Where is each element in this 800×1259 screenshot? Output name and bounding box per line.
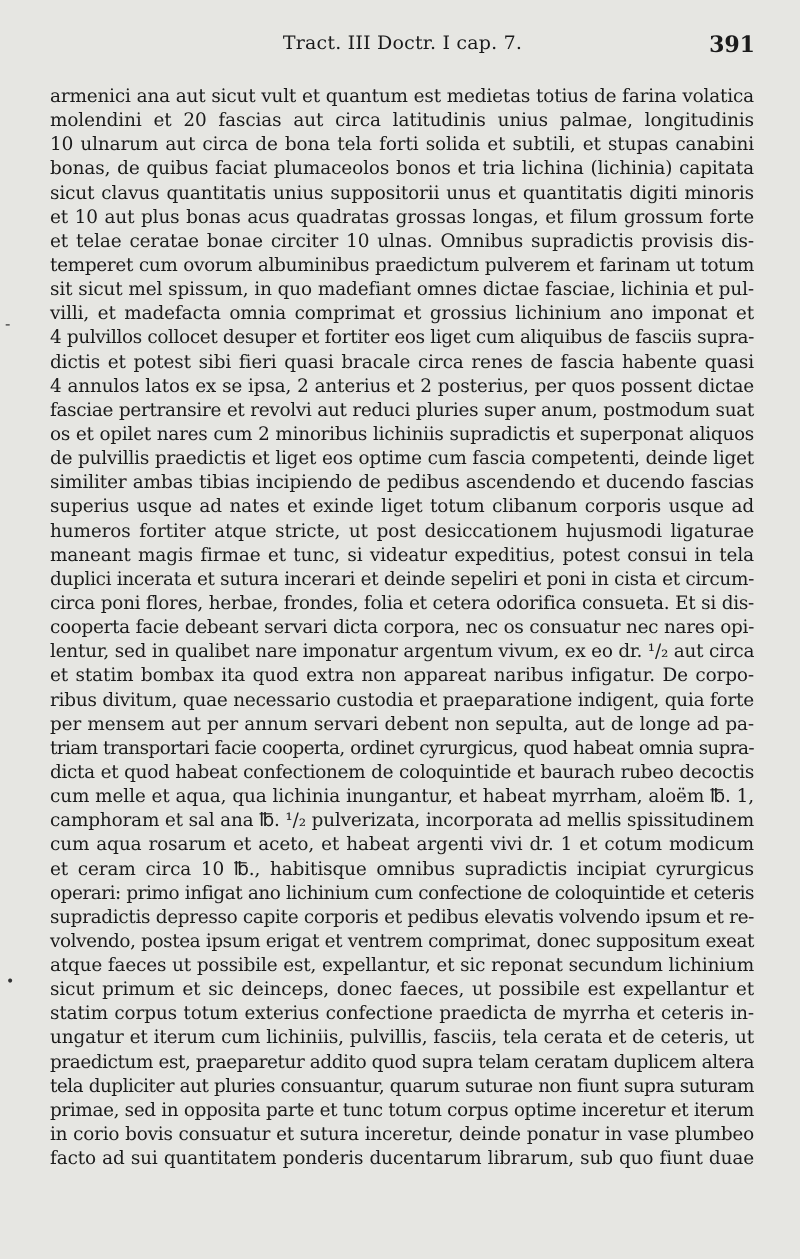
- text-line: sicut primum et sic deinceps, donec faeces, ut possibile est expellantur et: [50, 979, 754, 1001]
- text-line: superius usque ad nates et exinde liget totum clibanum corporis usque ad: [50, 496, 754, 518]
- text-line: et telae ceratae bonae circiter 10 ulnas. Omnibus supradictis provisis dis-: [50, 230, 754, 252]
- text-line: dicta et quod habeat confectionem de coloquintide et baurach rubeo decoctis: [50, 761, 754, 783]
- text-line: bonas, de quibus faciat plumaceolos bonos et tria lichina (lichinia) capitata: [50, 158, 754, 180]
- margin-dot-mark: •: [6, 974, 15, 990]
- text-line: per mensem aut per annum servari debent non sepulta, aut de longe ad pa-: [50, 713, 754, 735]
- text-line: lentur, sed in qualibet nare imponatur argentum vivum, ex eo dr. ¹/₂ aut circa: [50, 641, 755, 663]
- text-line: sit sicut mel spissum, in quo madefiant omnes dictae fasciae, lichinia et pul-: [50, 279, 754, 301]
- text-line: circa poni flores, herbae, frondes, folia et cetera odorifica consueta. Et si dis-: [50, 592, 754, 614]
- text-line: volvendo, postea ipsum erigat et ventrem comprimat, donec suppositum exeat: [50, 930, 754, 952]
- text-line: praedictum est, praeparetur addito quod supra telam ceratam duplicem altera: [50, 1051, 755, 1073]
- text-line: in corio bovis consuatur et sutura inceretur, deinde ponatur in vase plumbeo: [50, 1124, 754, 1146]
- text-line: facto ad sui quantitatem ponderis ducentarum librarum, sub quo fiunt duae: [50, 1148, 754, 1170]
- text-line: operari: primo infigat ano lichinium cum confectione de coloquintide et ceteris: [50, 882, 754, 904]
- text-line: atque faeces ut possibile est, expellantur, et sic reponat secundum lichinium: [50, 955, 754, 977]
- text-line: fasciae pertransire et revolvi aut reduci pluries super anum, postmodum suat: [50, 399, 754, 421]
- text-line: tela dupliciter aut pluries consuantur, quarum suturae non fiunt supra suturam: [50, 1075, 754, 1097]
- text-line: cum aqua rosarum et aceto, et habeat argenti vivi dr. 1 et cotum modicum: [50, 834, 754, 856]
- text-line: et ceram circa 10 ℔., habitisque omnibus supradictis incipiat cyrurgicus: [50, 858, 754, 880]
- text-line: supradictis depresso capite corporis et pedibus elevatis volvendo ipsum et re-: [50, 906, 755, 928]
- text-line: similiter ambas tibias incipiendo de pedibus ascendendo et ducendo fascias: [50, 472, 754, 494]
- text-line: cooperta facie debeant servari dicta corpora, nec os consuatur nec nares opi-: [50, 617, 754, 639]
- text-line: 4 pulvillos collocet desuper et fortiter eos liget cum aliquibus de fasciis supra-: [50, 327, 754, 349]
- text-line: cum melle et aqua, qua lichinia inungantur, et habeat myrrham, aloëm ℔. 1,: [50, 786, 754, 808]
- text-line: 10 ulnarum aut circa de bona tela forti solida et subtili, et stupas canabini: [50, 134, 754, 156]
- text-line: triam transportari facie cooperta, ordinet cyrurgicus, quod habeat omnia supra-: [50, 737, 754, 759]
- text-line: statim corpus totum exterius confectione praedicta de myrrha et ceteris in-: [50, 1003, 754, 1025]
- margin-dash-mark: -: [5, 314, 11, 333]
- text-line: molendini et 20 fascias aut circa latitudinis unius palmae, longitudinis: [50, 110, 754, 132]
- text-line: 4 annulos latos ex se ipsa, 2 anterius et 2 posterius, per quos possent dictae: [50, 375, 754, 397]
- text-line: ribus divitum, quae necessario custodia et praeparatione indigent, quia forte: [50, 689, 754, 711]
- text-line: et 10 aut plus bonas acus quadratas grossas longas, et filum grossum forte: [50, 206, 754, 228]
- text-line: os et opilet nares cum 2 minoribus lichiniis supradictis et superponat aliquos: [50, 423, 754, 445]
- running-head: [50, 32, 755, 62]
- text-line: maneant magis firmae et tunc, si videatur expeditius, potest consui in tela: [50, 544, 754, 566]
- text-line: duplici incerata et sutura incerari et deinde sepeliri et poni in cista et circum-: [50, 568, 754, 590]
- page-number: 391: [709, 32, 755, 58]
- body-text: [50, 85, 754, 1171]
- text-line: ungatur et iterum cum lichiniis, pulvillis, fasciis, tela cerata et de ceteris, ut: [50, 1027, 754, 1049]
- text-line: primae, sed in opposita parte et tunc totum corpus optime inceretur et iterum: [50, 1099, 754, 1121]
- text-line: temperet cum ovorum albuminibus praedictum pulverem et farinam ut totum: [50, 254, 754, 276]
- text-line: et statim bombax ita quod extra non appareat naribus infigatur. De corpo-: [50, 665, 754, 687]
- text-line: armenici ana aut sicut vult et quantum est medietas totius de farina volatica: [50, 86, 754, 107]
- text-line: sicut clavus quantitatis unius suppositorii unus et quantitatis digiti minoris: [50, 182, 754, 204]
- text-line: villi, et madefacta omnia comprimat et grossius lichinium ano imponat et: [50, 303, 754, 325]
- text-line: camphoram et sal ana ℔. ¹/₂ pulverizata, incorporata ad mellis spissitudinem: [50, 810, 754, 832]
- text-line: humeros fortiter atque stricte, ut post desiccationem hujusmodi ligaturae: [50, 520, 754, 542]
- text-line: dictis et potest sibi fieri quasi bracale circa renes de fascia habente quasi: [50, 351, 754, 373]
- text-line: de pulvillis praedictis et liget eos optime cum fascia competenti, deinde liget: [50, 448, 754, 470]
- running-title: Tract. III Doctr. I cap. 7.: [282, 32, 523, 54]
